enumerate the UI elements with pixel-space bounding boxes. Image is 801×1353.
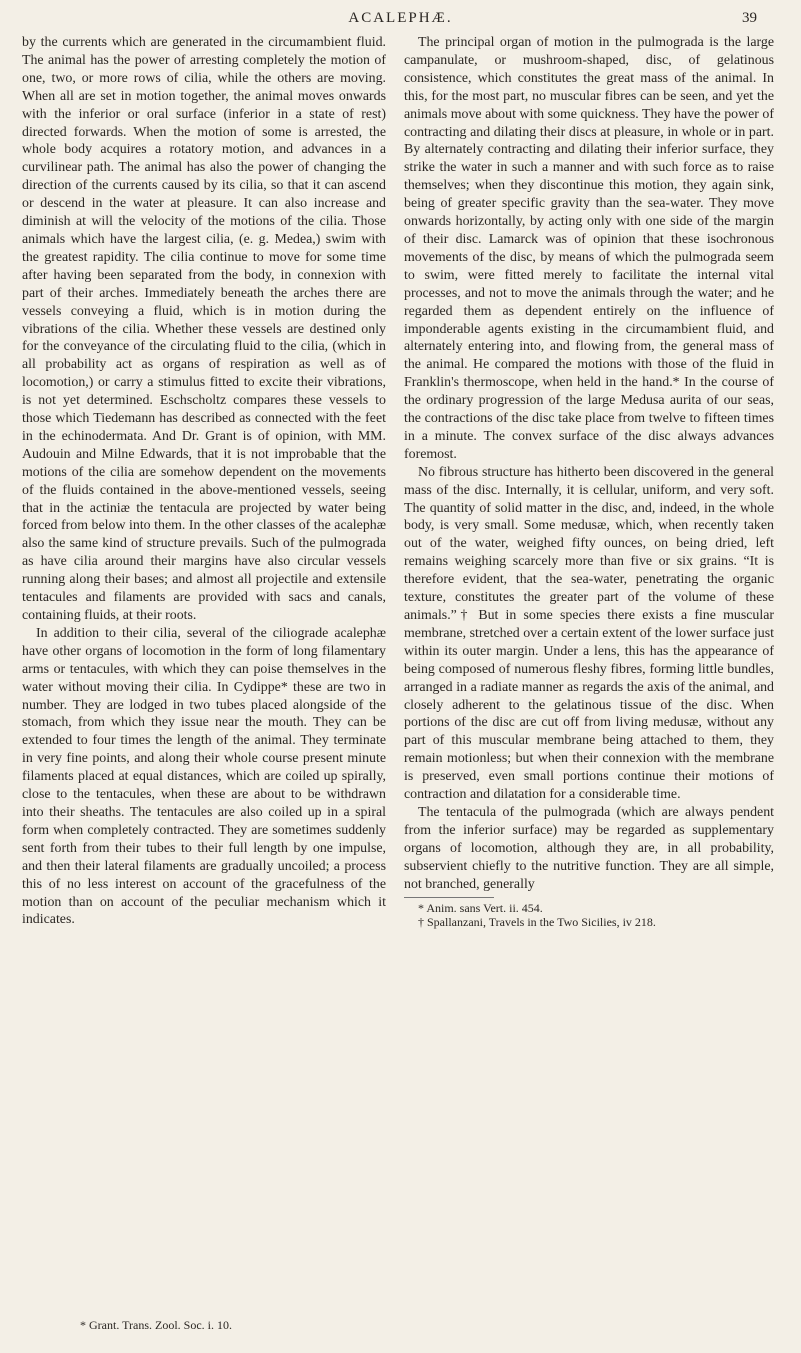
running-head xyxy=(0,8,801,30)
paragraph: The principal organ of motion in the pulmograda is the large campanulate, or mushroom-shaped, disc, of gelatinous consistence, which constitutes the great mass of the animal. In this, for the most part, no muscular fibres can be seen, and yet the animals move about with some quickness. They have the power of contracting and dilating their discs at pleasure, in whole or in part. By alternately contracting and dilating their inferior surface, they strike the water in such a manner and with such force as to raise themselves; when they discontinue this motion, they again sink, being of greater specific gravity than the sea-water. They move onwards horizontally, by acting only with one side of the margin of their disc. Lamarck was of opinion that these isochronous movements of the disc, by means of which the pulmograda seem to swim, were fitted merely to facilitate the internal vital processes, and not to move the animals through the water; and he regarded them as dependent entirely on the influence of imponderable agents existing in the circumambient fluid, and alternately entering into, and flowing from, the general mass of the animal. He compared the motions with those of the fluid in Franklin's thermoscope, when held in the hand.* In the course of the ordinary progression of the large Medusa aurita of our seas, the contractions of the disc take place from twelve to fifteen times in a minute. The convex surface of the disc always advances foremost. xyxy=(404,35,774,462)
paragraph: No fibrous structure has hitherto been discovered in the general mass of the disc. Internally, it is cellular, uniform, and very soft. The quantity of solid matter in the disc, and, indeed, in the whole body, is very small. Some medusæ, which, when recently taken out of the water, weighed fifty ounces, on being dried, left remains weighing scarcely more than five or six grains. “It is therefore evident, that the sea-water, penetrating the organic texture, constitutes the greater part of the volume of these animals.”† But in some species there exists a fine muscular membrane, stretched over a certain extent of the lower surface just within its outer margin. Under a lens, this has the appearance of being composed of numerous fleshy fibres, forming little bundles, arranged in a radiate manner as regards the axis of the animal, and closely adherent to the gelatinous tissue of the disc. When portions of the disc are cut off from living medusæ, without any part of this muscular membrane being attached to them, they remain motionless; but when their connexion with the membrane is preserved, even small portions continue their motions of contraction and dilatation for a considerable time. xyxy=(404,464,774,803)
footnotes xyxy=(404,897,774,929)
footnote: * Grant. Trans. Zool. Soc. i. 10. xyxy=(80,1318,233,1332)
footnote: † Spallanzani, Travels in the Two Sicilies, iv 218. xyxy=(418,914,656,929)
footnote-divider xyxy=(404,897,494,898)
paragraph: by the currents which are generated in the circumambient fluid. The animal has the power of arresting completely the motion of one, two, or more rows of cilia, while the others are moving. When all are set in motion together, the animal moves onwards with the inferior or oral surface (inferior in a state of rest) directed forwards. When the motion of some is arrested, the whole body acquires a rotatory motion, and advances in a curvilinear path. The animal has also the power of changing the direction of the currents caused by its cilia, so that it can ascend or descend in the water at pleasure. It can also increase and diminish at will the velocity of the motions of the cilia. Those animals which have the largest cilia, (e. g. Medea,) swim with the greatest rapidity. The cilia continue to move for some time after having been separated from the body, in connexion with part of their arches. Immediately beneath the arches there are vessels conveying a fluid, which is in motion during the vibrations of the cilia. Whether these vessels are destined only for the conveyance of the circulating fluid to the cilia, (which in all probability act as organs of respiration as well as of locomotion,) or carry a stimulus fitted to excite their vibrations, is not yet determined. Eschscholtz compares these vessels to those which Tiedemann has described as connected with the feet in the echinodermata. And Dr. Grant is of opinion, with MM. Audouin and Milne Edwards, that it is not improbable that the motions of the cilia are somehow dependent on the movements of the fluids contained in the above-mentioned vessels, seeing that in the actiniæ the tentacula are projected by water being forced from below into them. In the other classes of the acalephæ also the same kind of structure prevails. Such of the pulmograda as have cilia around their margins have also circular vessels running along their bases; and almost all projectile and extensile tentacules and filaments are provided with sacs and canals, containing fluids, at their roots. xyxy=(22,35,386,623)
paragraph: The tentacula of the pulmograda (which are always pendent from the inferior surface) may be regarded as supplementary organs of locomotion, although they are, in all probability, subservient chiefly to the nutritive function. They are all simple, not branched, generally xyxy=(404,804,774,892)
right-column xyxy=(404,34,774,929)
left-column xyxy=(22,34,386,929)
page-number: 39 xyxy=(742,10,757,26)
paragraph: In addition to their cilia, several of the ciliograde acalephæ have other organs of locomotion in the form of long filamentary arms or tentacules, with which they can poise themselves in the water without moving their cilia. In Cydippe* these are two in number. They are lodged in two tubes placed alongside of the stomach, from which they issue near the mouth. They can be extended to four times the length of the animal. They terminate in very fine points, and along their whole course present minute filaments placed at equal distances, which are coiled up spirally, close to the tentacules, when these are about to be withdrawn into their sheaths. The tentacules are also coiled up in a spiral form when completely contracted. They are sometimes suddenly sent forth from their tubes to their full length by one impulse, and then their lateral filaments are gradually uncoiled; a process this of no less interest on account of the gracefulness of the motion than on account of the peculiar mechanism which it indicates. xyxy=(22,625,386,928)
running-title: ACALEPHÆ. xyxy=(348,10,453,26)
footnote: * Anim. sans Vert. ii. 454. xyxy=(418,900,543,915)
